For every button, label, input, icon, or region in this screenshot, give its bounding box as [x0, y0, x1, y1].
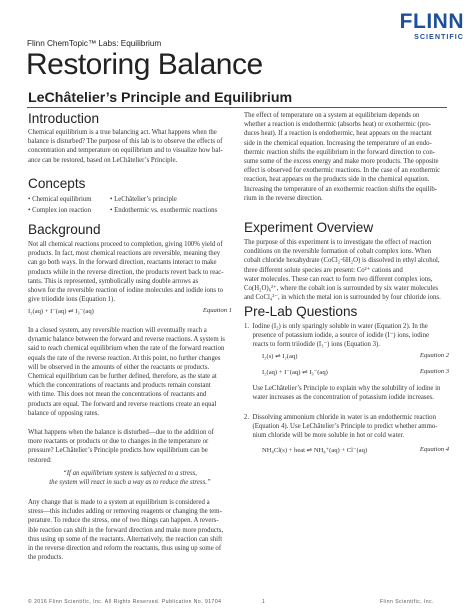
text-line: products are equal. The forward and reverse reactions create an equal — [28, 400, 217, 408]
text-line: in the reverse direction and reform the reactants, thus using up some of — [28, 545, 222, 553]
text-line: equals the rate of the reverse reaction. At this point, no further changes — [28, 354, 221, 362]
page-subtitle: LeChâtelier’s Principle and Equilibrium — [28, 90, 293, 106]
prelab-question-2 — [244, 413, 449, 441]
equation-text: NH₄Cl(s) + heat ⇌ NH₄⁺(aq) + Cl⁻(aq) — [262, 447, 368, 454]
equation-label: Equation 2 — [419, 352, 449, 359]
experiment-overview-heading: Experiment Overview — [244, 220, 374, 235]
text-line: side in the chemical equation. Increasing the temperature of an endo- — [244, 139, 432, 147]
text-line: The purpose of this experiment is to investigate the effect of reaction — [244, 239, 432, 246]
text-line: restored: — [28, 456, 52, 464]
text-line: perature. To reduce the stress, one of two things can happen. A revers- — [28, 517, 219, 525]
text-line: the system will react in such a way as to reduce the stress.” — [49, 479, 211, 487]
header-divider — [27, 107, 447, 108]
equation-text: I₂(s) ⇌ I₂(aq) — [262, 353, 298, 360]
equation-3 — [262, 368, 449, 378]
introduction-text — [28, 128, 232, 165]
experiment-overview-text — [244, 238, 449, 302]
text-line: nium chloride will be more soluble in hot or cold water. — [244, 432, 405, 440]
text-line: 1. Iodine (I₂) is only sparingly soluble in water (Equation 2). In the — [244, 323, 428, 330]
text-line: What happens when the balance is disturbed—due to the addition of — [28, 429, 214, 436]
text-line: tants. This is represented, symbolically using double arrows as — [28, 277, 199, 285]
series-label: Flinn ChemTopic™ Labs: Equilibrium — [27, 39, 162, 48]
text-line: water molecules. These can react to form two different complex ions, — [244, 275, 433, 283]
text-line: balance is disturbed? The purpose of this lab is to observe the effects of — [28, 138, 223, 146]
text-line: ible reaction can shift in the forward direction and make more products, — [28, 526, 224, 534]
concept-item: • Chemical equilibrium — [28, 196, 92, 203]
lechatelier-quote — [28, 469, 232, 487]
text-line: Co(H₂O)₆²⁺, where the cobalt ion is surrounded by six water molecules — [244, 285, 439, 293]
temperature-effect-text — [244, 111, 449, 203]
text-line: In a closed system, any reversible reaction will eventually reach a — [28, 327, 207, 334]
text-line: Chemical equilibrium can be further defined, therefore, as the state at — [28, 373, 217, 381]
text-line: ance can be restored, based on LeChâtelier’s Principle. — [28, 156, 178, 164]
equation-2 — [262, 352, 449, 362]
text-line: three different solute species are present: Co²⁺ cations and — [244, 266, 403, 274]
text-line: thus using up some of the reactants. Alternatively, the reaction can shift — [28, 535, 223, 543]
equation-label: Equation 3 — [419, 368, 449, 375]
text-line: can go both ways. In the forward direction, reactants interact to make — [28, 259, 217, 267]
page-title: Restoring Balance — [26, 48, 263, 81]
text-line: “If an equilibrium system is subjected to a stress, — [63, 470, 197, 477]
logo-wordmark: FLINN — [399, 10, 464, 33]
equation-text: I₂(aq) + I⁻(aq) ⇌ I₃⁻(aq) — [28, 308, 94, 315]
text-line: pressure? LeChâtelier’s Principle predicts how equilibrium can be — [28, 447, 208, 455]
text-line: said to reach chemical equilibrium when the rate of the forward reaction — [28, 345, 225, 353]
text-line: and CoCl₄²⁻, in which the metal ion is surrounded by four chloride ions. — [244, 294, 441, 302]
text-line: dynamic balance between the forward and reverse reactions. A system is — [28, 336, 225, 344]
text-line: with time. This does not mean the concentrations of reactants and — [28, 391, 207, 399]
text-line: conditions on the reversible formation of cobalt complex ions. When — [244, 248, 432, 256]
text-line: give triiodide ions (Equation 1). — [28, 296, 116, 304]
flinn-logo — [390, 11, 464, 41]
text-line: rium in the reverse direction. — [244, 194, 323, 202]
concepts-heading: Concepts — [28, 176, 86, 191]
concept-item: • Complex ion reaction — [28, 207, 91, 214]
text-line: the products. — [28, 554, 64, 562]
footer-publisher: Flinn Scientific, Inc. — [380, 599, 435, 605]
equation-label: Equation 4 — [419, 446, 449, 453]
equation-1 — [28, 307, 232, 317]
equation-text: I₂(aq) + I⁻(aq) ⇌ I₃⁻(aq) — [262, 369, 328, 376]
text-line: Not all chemical reactions proceed to completion, giving 100% yield of — [28, 241, 223, 248]
background-para-1 — [28, 240, 232, 304]
prelab-heading: Pre-Lab Questions — [244, 304, 358, 319]
text-line: products while in the reverse direction, the products revert back to reac- — [28, 268, 224, 276]
text-line: presence of potassium iodide, a source of iodide (I⁻) ions, iodine — [244, 332, 429, 340]
equation-label: Equation 1 — [202, 307, 232, 314]
text-line: products. In fact, most chemical reactions are reversible, meaning they — [28, 250, 221, 258]
text-line: which the concentrations of reactants and products remain constant — [28, 382, 211, 390]
text-line: 2. Dissolving ammonium chloride in water is an endothermic reaction — [244, 414, 436, 421]
text-line: Any change that is made to a system at equilibrium is considered a — [28, 499, 210, 506]
background-para-3 — [28, 428, 232, 465]
footer-copyright: © 2016 Flinn Scientific, Inc. All Rights Reserved. Publication No. 91704 — [28, 599, 222, 605]
text-line: reacts to form triiodide (I₃⁻) ions (Equation 3). — [244, 341, 381, 349]
background-para-4 — [28, 498, 232, 562]
text-line: will be observed in the amounts of either the reactants or products. — [28, 363, 210, 371]
text-line: reaction, heat appears on the products side in the chemical equation. — [244, 176, 430, 184]
text-line: duces heat). If a reaction is endothermic, heat appears on the reactant — [244, 130, 432, 138]
text-line: (Equation 4). Use LeChâtelier’s Principle to predict whether ammo- — [244, 423, 438, 431]
text-line: stress—this includes adding or removing reagents or changing the tem- — [28, 508, 222, 516]
prelab-question-1 — [244, 322, 449, 350]
footer-page-number: 1 — [262, 599, 266, 605]
text-line: sume some of the excess energy and make more products. The opposite — [244, 158, 439, 166]
prelab-question-1b — [244, 384, 449, 402]
background-heading: Background — [28, 222, 101, 237]
text-line: Use LeChâtelier’s Principle to explain why the solubility of iodine in — [244, 385, 441, 392]
text-line: balance of opposing rates. — [28, 409, 99, 417]
text-line: Chemical equilibrium is a true balancing act. What happens when the — [28, 129, 217, 136]
text-line: The effect of temperature on a system at equilibrium depends on — [244, 112, 420, 119]
text-line: thermic reaction shifts the equilibrium in the forward direction to con- — [244, 148, 436, 156]
background-para-2 — [28, 326, 232, 418]
text-line: whether a reaction is endothermic (absorbs heat) or exothermic (pro- — [244, 121, 432, 129]
introduction-heading: Introduction — [28, 111, 100, 126]
text-line: concentration and temperature on equilibrium and to visualize how bal- — [28, 147, 223, 155]
concept-item: • Endothermic vs. exothermic reactions — [110, 207, 218, 214]
text-line: cobalt chloride hexahydrate (CoCl₂·6H₂O) is dissolved in ethyl alcohol, — [244, 257, 440, 265]
logo-subtext: SCIENTIFIC — [414, 32, 464, 41]
text-line: effect is observed for exothermic reactions. In the case of an exothermic — [244, 167, 441, 175]
text-line: Increasing the temperature of an exothermic reaction shifts the equilib- — [244, 185, 438, 193]
text-line: shown for the reversible reaction of iodine molecules and iodide ions to — [28, 287, 223, 295]
concept-item: • LeChâtelier’s principle — [110, 196, 177, 203]
text-line: more reactants or products or due to changes in the temperature or — [28, 438, 209, 446]
concepts-list — [28, 195, 232, 217]
equation-4 — [262, 446, 449, 456]
text-line: water increases as the concentration of potassium iodide increases. — [244, 394, 434, 402]
